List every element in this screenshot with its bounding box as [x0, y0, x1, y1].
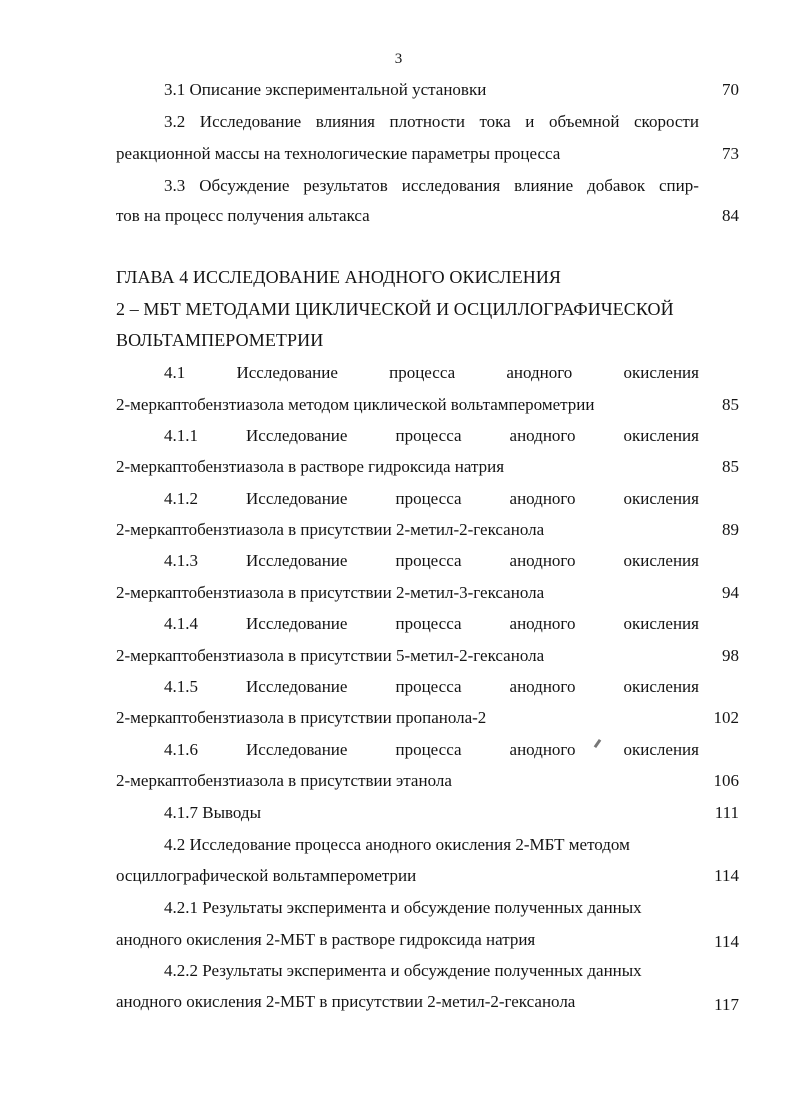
toc-entry-4-1-1-line1: 4.1.1 Исследование процесса анодного окисления: [164, 426, 699, 445]
page-number: 3: [394, 51, 403, 67]
toc-entry-4-1-5-line1: 4.1.5 Исследование процесса анодного окисления: [164, 677, 699, 696]
chapter-4-heading-line1: ГЛАВА 4 ИССЛЕДОВАНИЕ АНОДНОГО ОКИСЛЕНИЯ: [116, 267, 562, 287]
toc-entry-4-1-1-page: 85: [722, 457, 739, 476]
toc-entry-4-1-6-line2: 2-меркаптобензтиазола в присутствии этанола: [116, 771, 452, 790]
toc-entry-4-1-page: 85: [722, 395, 739, 414]
toc-entry-4-1-3-line1: 4.1.3 Исследование процесса анодного окисления: [164, 551, 699, 570]
toc-entry-4-1-6-page: 106: [713, 771, 739, 790]
toc-entry-4-2-2-page: 117: [714, 995, 739, 1014]
toc-entry-4-2-1-page: 114: [714, 932, 739, 951]
toc-entry-3-3-page: 84: [722, 206, 739, 225]
toc-entry-4-1-4-line1: 4.1.4 Исследование процесса анодного окисления: [164, 614, 699, 633]
toc-entry-3-2-line1: 3.2 Исследование влияния плотности тока и объемной скорости: [164, 112, 699, 131]
toc-entry-4-2-line2: осциллографической вольтамперометрии: [116, 866, 417, 885]
toc-entry-4-1-2-page: 89: [722, 520, 739, 539]
toc-entry-4-1-7-page: 111: [714, 803, 739, 822]
toc-entry-4-2-page: 114: [714, 866, 739, 885]
toc-entry-4-1-6-line1: 4.1.6 Исследование процесса анодного окисления: [164, 740, 699, 759]
toc-entry-4-2-2-line1: 4.2.2 Результаты эксперимента и обсуждение полученных данных: [164, 961, 642, 980]
chapter-4-heading-line3: ВОЛЬТАМПЕРОМЕТРИИ: [116, 330, 324, 350]
toc-entry-4-1-4-page: 98: [722, 646, 739, 665]
toc-entry-4-1-2-line2: 2-меркаптобензтиазола в присутствии 2-метил-2-гексанола: [116, 520, 545, 539]
toc-entry-4-1-line1: 4.1 Исследование процесса анодного окисления: [164, 363, 699, 382]
toc-entry-3-1-page: 70: [722, 80, 739, 99]
toc-entry-4-1-4-line2: 2-меркаптобензтиазола в присутствии 5-метил-2-гексанола: [116, 646, 545, 665]
toc-entry-4-2-1-line1: 4.2.1 Результаты эксперимента и обсуждение полученных данных: [164, 898, 642, 917]
toc-entry-4-1-5-line2: 2-меркаптобензтиазола в присутствии пропанола-2: [116, 708, 487, 727]
toc-entry-4-1-1-line2: 2-меркаптобензтиазола в растворе гидроксида натрия: [116, 457, 505, 476]
toc-entry-3-2-page: 73: [722, 144, 739, 163]
toc-entry-4-2-line1: 4.2 Исследование процесса анодного окисления 2-МБТ методом: [164, 835, 630, 854]
toc-entry-4-1-3-line2: 2-меркаптобензтиазола в присутствии 2-метил-3-гексанола: [116, 583, 545, 602]
toc-entry-3-1-title: 3.1 Описание экспериментальной установки: [164, 80, 487, 99]
toc-entry-4-1-3-page: 94: [722, 583, 739, 602]
toc-entry-4-1-7-title: 4.1.7 Выводы: [164, 803, 262, 822]
toc-entry-4-2-2-line2: анодного окисления 2-МБТ в присутствии 2-метил-2-гексанола: [116, 992, 576, 1011]
toc-entry-3-3-line2: тов на процесс получения альтакса: [116, 206, 370, 225]
toc-entry-3-3-line1: 3.3 Обсуждение результатов исследования влияние добавок спир-: [164, 176, 699, 195]
toc-entry-3-2-line2: реакционной массы на технологические параметры процесса: [116, 144, 561, 163]
toc-entry-4-1-2-line1: 4.1.2 Исследование процесса анодного окисления: [164, 489, 699, 508]
toc-entry-4-1-5-page: 102: [713, 708, 739, 727]
toc-entry-4-2-1-line2: анодного окисления 2-МБТ в растворе гидроксида натрия: [116, 930, 536, 949]
chapter-4-heading-line2: 2 – МБТ МЕТОДАМИ ЦИКЛИЧЕСКОЙ И ОСЦИЛЛОГРАФИЧЕСКОЙ: [116, 299, 674, 319]
toc-entry-4-1-line2: 2-меркаптобензтиазола методом циклической вольтамперометрии: [116, 395, 595, 414]
